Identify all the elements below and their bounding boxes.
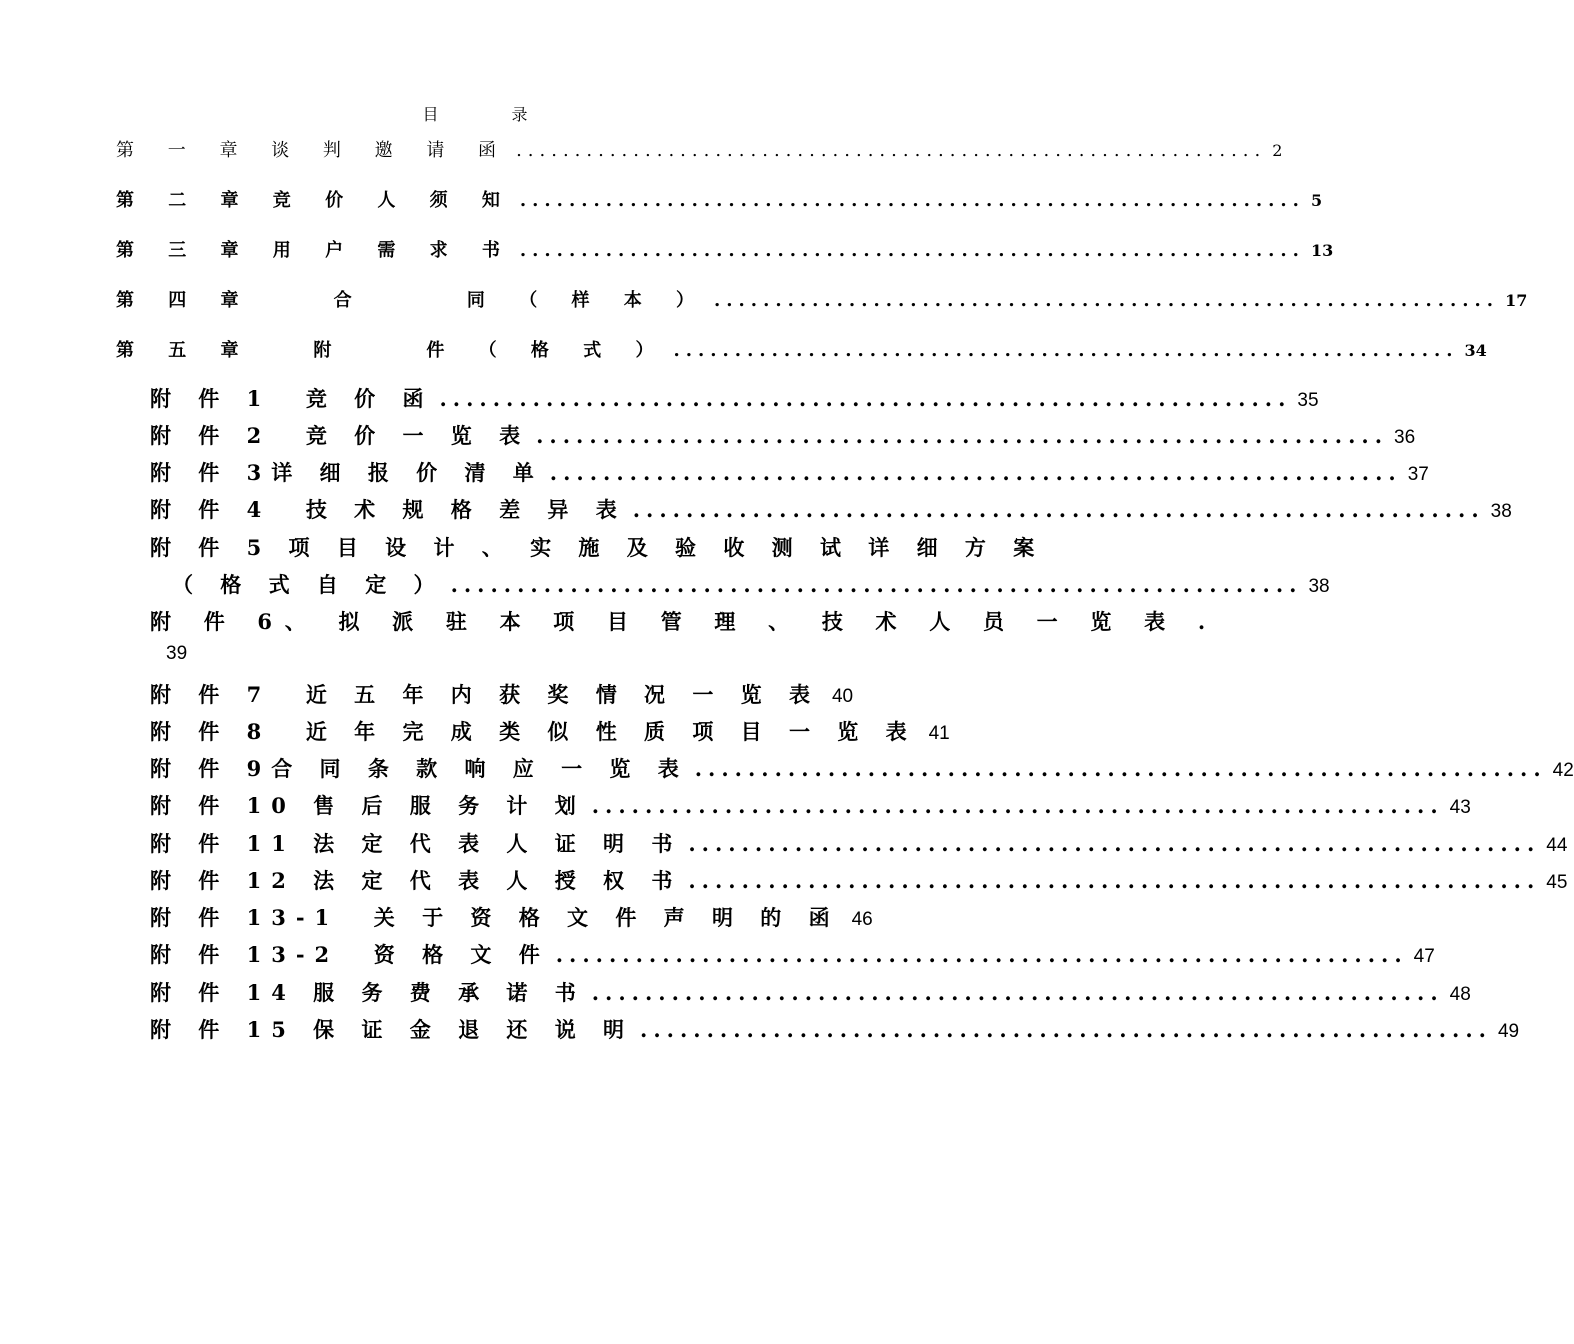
toc-entry-label: 第 三 章 用 户 需 求 书 — [116, 240, 514, 261]
toc-entry-chapter-2[interactable] — [116, 186, 1323, 212]
dot-leader: ................................................................ — [555, 942, 1408, 967]
toc-entry-page: 38 — [1490, 501, 1512, 522]
toc-entry-page: 49 — [1497, 1021, 1520, 1042]
toc-entry-page: 43 — [1449, 797, 1471, 818]
toc-entry-page: 40 — [831, 686, 854, 707]
dot-leader: ................................................................ — [640, 1017, 1492, 1042]
toc-entry-page: 36 — [1394, 427, 1416, 448]
toc-entry-label: 附 件 2 竞 价 一 览 表 — [150, 423, 531, 448]
toc-entry-appendix-4[interactable] — [150, 494, 1512, 524]
dot-leader: ................................................................ — [516, 140, 1267, 161]
toc-entry-appendix-12[interactable] — [150, 865, 1568, 895]
toc-entry-page: 17 — [1505, 291, 1528, 310]
toc-entry-appendix-13-1[interactable] — [150, 902, 873, 932]
toc-entry-label: 第 五 章 附 件 （ 格 式 ） — [116, 340, 668, 361]
dot-leader: ................................................................ — [688, 831, 1541, 856]
toc-entry-appendix-8[interactable] — [150, 716, 950, 746]
toc-entry-page: 34 — [1464, 341, 1487, 360]
toc-entry-chapter-5[interactable] — [116, 336, 1487, 362]
dot-leader: ................................................................ — [536, 423, 1389, 448]
dot-leader: ................................................................ — [688, 868, 1541, 893]
toc-entry-page: 44 — [1546, 835, 1568, 856]
toc-entry-appendix-3[interactable] — [150, 457, 1429, 487]
dot-leader: ................................................................ — [591, 793, 1444, 818]
dot-leader: ................................................................ — [439, 386, 1292, 411]
dot-leader: ................................................................ — [549, 460, 1402, 485]
toc-entry-appendix-6-page[interactable]: 39 — [166, 643, 188, 664]
toc-entry-page: 5 — [1310, 191, 1323, 210]
toc-entry-label: 附 件 11 法 定 代 表 人 证 明 书 — [150, 831, 683, 856]
toc-entry-chapter-4[interactable] — [116, 286, 1528, 312]
dot-leader: ................................................................ — [694, 756, 1547, 781]
toc-entry-appendix-2[interactable] — [150, 420, 1416, 450]
toc-entry-label: 附 件 4 技 术 规 格 差 异 表 — [150, 497, 627, 522]
toc-entry-page: 45 — [1546, 872, 1568, 893]
toc-entry-page: 35 — [1297, 390, 1319, 411]
toc-entry-page: 46 — [851, 909, 873, 930]
toc-entry-appendix-10[interactable] — [150, 790, 1471, 820]
dot-leader: ................................................................ — [673, 340, 1459, 361]
toc-entry-label: 第 一 章 谈 判 邀 请 函 — [116, 140, 511, 161]
toc-entry-label: 附 件 13-1 关 于 资 格 文 件 声 明 的 函 — [150, 905, 840, 930]
toc-entry-page: 47 — [1413, 946, 1435, 967]
toc-entry-label: （ 格 式 自 定 ） — [172, 572, 445, 597]
toc-entry-appendix-7[interactable] — [150, 679, 854, 709]
toc-title: 目 录 — [422, 105, 562, 124]
toc-entry-chapter-3[interactable] — [116, 236, 1334, 262]
toc-entry-label: 附 件 3详 细 报 价 清 单 — [150, 460, 544, 485]
toc-entry-appendix-5-line-1[interactable]: 附 件 5 项 目 设 计 、 实 施 及 验 收 测 试 详 细 方 案 — [150, 535, 1045, 560]
toc-entry-chapter-1[interactable] — [116, 136, 1283, 162]
toc-entry-label: 附 件 8 近 年 完 成 类 似 性 质 项 目 一 览 表 — [150, 719, 917, 744]
toc-entry-page: 2 — [1272, 141, 1283, 160]
toc-entry-label: 附 件 7 近 五 年 内 获 奖 情 况 一 览 表 — [150, 682, 820, 707]
toc-entry-appendix-15[interactable] — [150, 1014, 1520, 1044]
toc-entry-page: 37 — [1407, 464, 1429, 485]
dot-leader: ................................................................ — [632, 497, 1485, 522]
toc-entry-appendix-1[interactable] — [150, 383, 1319, 413]
toc-entry-label: 附 件 12 法 定 代 表 人 授 权 书 — [150, 868, 683, 893]
toc-entry-label: 附 件 9合 同 条 款 响 应 一 览 表 — [150, 756, 689, 781]
toc-entry-page: 41 — [928, 723, 950, 744]
toc-entry-label: 第 二 章 竞 价 人 须 知 — [116, 190, 514, 211]
toc-entry-appendix-5-line-2[interactable] — [172, 569, 1330, 599]
toc-entry-label: 附 件 14 服 务 费 承 诺 书 — [150, 980, 586, 1005]
dot-leader: ................................................................ — [591, 980, 1444, 1005]
toc-entry-appendix-14[interactable] — [150, 977, 1471, 1007]
toc-entry-appendix-6-line-1[interactable]: 附 件 6、 拟 派 驻 本 项 目 管 理 、 技 术 人 员 一 览 表 . — [150, 609, 1218, 634]
toc-entry-page: 48 — [1449, 984, 1471, 1005]
toc-entry-page: 42 — [1552, 760, 1574, 781]
dot-leader: ................................................................ — [714, 290, 1500, 311]
toc-entry-appendix-11[interactable] — [150, 828, 1568, 858]
dot-leader: ................................................................ — [450, 572, 1303, 597]
toc-entry-label: 附 件 13-2 资 格 文 件 — [150, 942, 550, 967]
toc-entry-page: 13 — [1310, 241, 1334, 260]
toc-entry-label: 附 件 15 保 证 金 退 还 说 明 — [150, 1017, 635, 1042]
toc-entry-label: 第 四 章 合 同 （ 样 本 ） — [116, 290, 708, 311]
toc-entry-appendix-13-2[interactable] — [150, 939, 1435, 969]
toc-entry-label: 附 件 1 竞 价 函 — [150, 386, 434, 411]
toc-entry-appendix-9[interactable] — [150, 753, 1574, 783]
toc-entry-page: 38 — [1308, 576, 1330, 597]
dot-leader: ................................................................ — [519, 240, 1305, 261]
dot-leader: ................................................................ — [519, 190, 1305, 211]
toc-entry-label: 附 件 10 售 后 服 务 计 划 — [150, 793, 586, 818]
